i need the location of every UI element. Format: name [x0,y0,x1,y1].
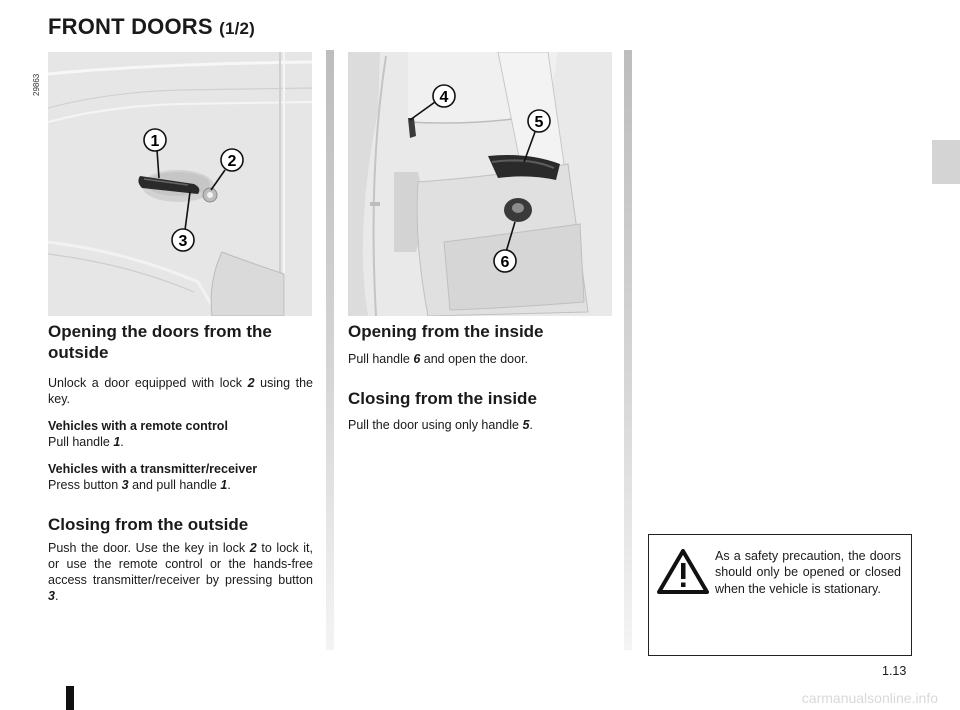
callout-2-label: 2 [227,153,237,170]
ref-handle-1: 1 [113,435,121,450]
paragraph-opening-inside [348,351,613,367]
callout-5 [528,110,550,132]
label-remote-control: Vehicles with a remote control [48,419,228,434]
ref-handle-1: 1 [220,478,228,493]
text-fragment: . [120,435,124,450]
text-fragment: to lock it, or use the remote control or the hands-free access transmitter/receiver by pressing button [48,541,313,588]
ref-button-3: 3 [48,589,55,604]
callout-5-label: 5 [534,114,544,131]
callout-4-label: 4 [439,89,449,106]
callout-3-label: 3 [178,233,188,250]
middle-text-column [348,322,613,444]
text-fragment: using the key. [48,376,313,407]
ref-handle-5: 5 [522,418,530,433]
callout-1-label: 1 [150,133,160,150]
paragraph-remote-control [48,418,313,450]
text-fragment: Pull handle [348,351,414,366]
ref-handle-6: 6 [413,351,421,366]
callout-lines [157,102,535,252]
callout-4 [433,85,455,107]
page-title-suffix: (1/2) [219,19,256,38]
text-fragment: . [227,478,231,493]
text-fragment: Pull handle [48,435,114,450]
paragraph-transmitter [48,461,313,493]
warning-text: As a safety precaution, the doors should only be opened or closed when the vehicle is stationary. [715,549,901,596]
text-fragment: Pull the door using only handle [348,418,523,433]
label-transmitter: Vehicles with a transmitter/receiver [48,462,258,477]
heading-closing-outside: Closing from the outside [48,515,249,535]
figure-code-left: 29863 [32,73,41,96]
warning-triangle-icon [657,549,709,595]
safety-warning-box [648,534,912,656]
ref-lock-2: 2 [249,541,257,556]
callout-3 [172,229,194,251]
corner-crop-mark [66,686,74,710]
left-text-column [48,322,313,615]
ref-lock-2: 2 [247,376,255,391]
text-fragment: Push the door. Use the key in lock [48,541,250,556]
heading-opening-inside: Opening from the inside [348,322,544,341]
page-title-text: FRONT DOORS [48,14,213,39]
paragraph-closing-inside [348,417,613,433]
callout-6 [494,250,516,272]
callout-2 [221,149,243,171]
text-fragment: and pull handle [128,478,221,493]
heading-closing-inside: Closing from the inside [348,388,537,408]
text-fragment: Unlock a door equipped with lock [48,376,248,391]
watermark-text: carmanualsonline.info [801,690,938,706]
text-fragment: . [54,589,59,604]
text-fragment: and open the door. [420,351,529,366]
paragraph-closing-outside [48,540,313,604]
text-fragment: Press button [48,478,122,493]
callout-1 [144,129,166,151]
heading-opening-outside: Opening the doors from the outside [48,322,272,362]
ref-button-3: 3 [121,478,129,493]
page-number: 1.13 [882,664,907,678]
callout-6-label: 6 [500,254,510,271]
text-fragment: . [529,418,533,433]
paragraph-unlock [48,375,313,407]
